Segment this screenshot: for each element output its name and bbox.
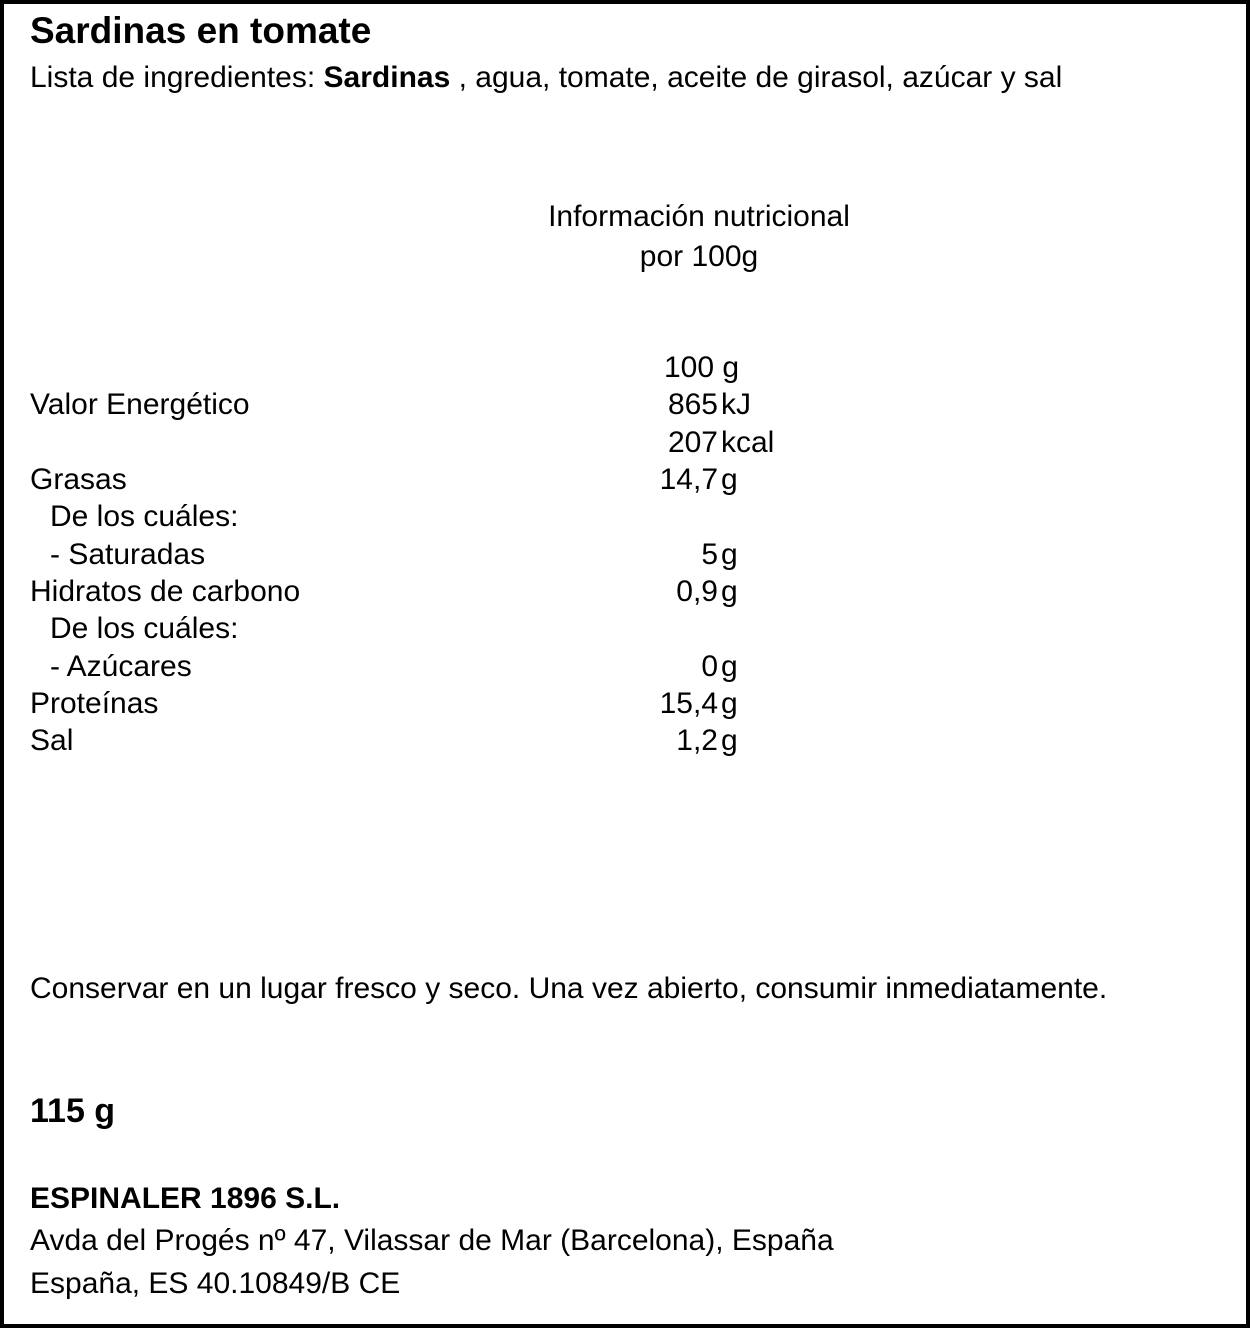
nutrient-unit: g: [721, 538, 738, 571]
nutrient-value: 0,9: [676, 575, 718, 608]
nutrient-label: Grasas: [30, 463, 127, 496]
company-name: ESPINALER 1896 S.L.: [30, 1182, 341, 1215]
company-registry: España, ES 40.10849/B CE: [30, 1267, 401, 1300]
net-weight: 115 g: [30, 1092, 116, 1130]
ingredients-highlight: Sardinas: [323, 61, 451, 94]
nutrient-label: Valor Energético: [30, 388, 250, 421]
nutrient-value: 5: [701, 538, 718, 571]
nutrient-value: 15,4: [659, 687, 718, 720]
nutrition-subheading: por 100g: [639, 240, 759, 273]
nutrition-heading: Información nutricional: [548, 200, 850, 233]
nutrient-sublabel: De los cuáles:: [50, 612, 239, 645]
company-address: Avda del Progés nº 47, Vilassar de Mar (Barcelona), España: [30, 1224, 834, 1257]
nutrient-unit: kcal: [721, 426, 775, 459]
nutrient-unit: g: [721, 463, 738, 496]
nutrient-value: 207: [667, 426, 718, 459]
ingredients-label: Lista de ingredientes:: [30, 61, 316, 94]
nutrient-value: 865: [667, 388, 718, 421]
nutrient-value: 0: [701, 650, 718, 683]
nutrient-label: - Azúcares: [50, 650, 192, 683]
nutrition-column-header: 100 g: [664, 351, 740, 384]
nutrient-unit: g: [721, 687, 738, 720]
nutrient-unit: g: [721, 724, 738, 757]
nutrient-label: Hidratos de carbono: [30, 575, 301, 608]
storage-instructions: Conservar en un lugar fresco y seco. Una vez abierto, consumir inmediatamente.: [30, 972, 1108, 1005]
nutrient-unit: g: [721, 650, 738, 683]
nutrient-sublabel: De los cuáles:: [50, 500, 239, 533]
nutrient-unit: g: [721, 575, 738, 608]
nutrient-value: 1,2: [676, 724, 718, 757]
nutrient-label: Proteínas: [30, 687, 159, 720]
ingredients-rest: , agua, tomate, aceite de girasol, azúcar y sal: [450, 61, 1063, 94]
nutrient-label: Sal: [30, 724, 74, 757]
ingredients-line: [30, 63, 1062, 93]
product-title: Sardinas en tomate: [30, 10, 372, 51]
nutrient-label: - Saturadas: [50, 538, 206, 571]
nutrient-value: 14,7: [659, 463, 718, 496]
nutrient-unit: kJ: [721, 388, 751, 421]
